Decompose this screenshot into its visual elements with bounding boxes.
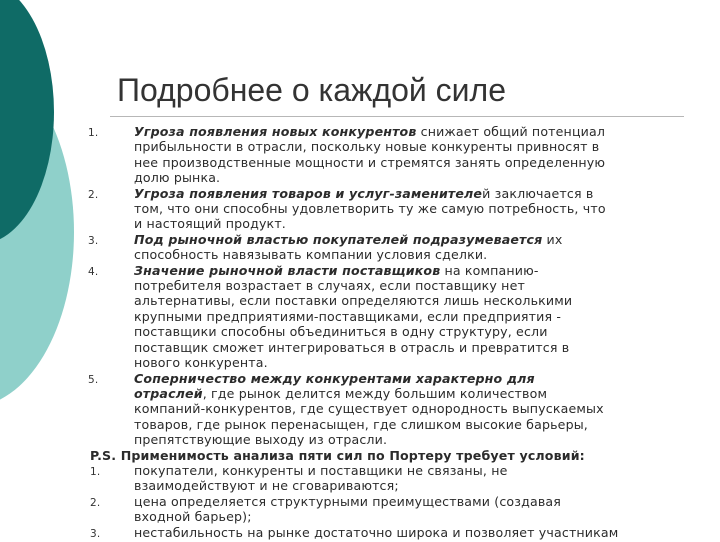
list-item — [0, 232, 710, 263]
item-line — [134, 417, 710, 432]
item-line — [134, 201, 710, 216]
list-item — [0, 371, 710, 448]
item-line — [134, 186, 710, 201]
item-line — [134, 324, 710, 339]
ps-heading: P.S. Применимость анализа пяти сил по Портеру требует условий: — [90, 447, 585, 463]
item-emphasis: Угроза появления товаров и услуг-заменителе — [134, 185, 483, 201]
slide-content — [0, 124, 710, 540]
item-emphasis: Под рыночной властью покупателей подразумевается — [134, 231, 543, 247]
item-text: способность навязывать компании условия сделки. — [134, 247, 488, 263]
item-text: поставщики способны объединиться в одну структуру, если — [134, 324, 548, 340]
item-line — [134, 170, 710, 185]
item-text: поставщик сможет интегрироваться в отрасль и превратится в — [134, 339, 570, 355]
slide-title: Подробнее о каждой силе — [117, 72, 507, 108]
item-line — [134, 371, 710, 386]
item-number: 1. — [88, 127, 99, 139]
item-line — [134, 293, 710, 308]
item-text: компаний-конкурентов, где существует однородность выпускаемых — [134, 401, 604, 417]
condition-line: покупатели, конкуренты и поставщики не связаны, не — [134, 462, 508, 478]
list-item — [0, 263, 710, 371]
item-line — [134, 340, 710, 355]
condition-line: цена определяется структурными преимуществами (создавая — [134, 493, 562, 509]
conditions-list — [0, 463, 710, 540]
item-text: том, что они способны удовлетворить ту же самую потребность, что — [134, 201, 606, 217]
item-text: й заключается в — [482, 185, 594, 201]
condition-item — [0, 525, 710, 540]
item-text: прибыльности в отрасли, поскольку новые конкуренты привносят в — [134, 139, 600, 155]
item-text: и настоящий продукт. — [134, 216, 286, 232]
item-line — [134, 263, 710, 278]
item-emphasis: Соперничество между конкурентами характерно для — [134, 370, 535, 386]
item-text: нового конкурента. — [134, 355, 268, 371]
condition-number: 3. — [90, 527, 101, 540]
item-number: 3. — [88, 234, 99, 247]
item-text: альтернативы, если поставки определяются лишь несколькими — [134, 293, 573, 309]
item-text: товаров, где рынок перенасыщен, где слишком высокие барьеры, — [134, 416, 588, 432]
item-text: долю рынка. — [134, 170, 221, 186]
item-text: крупными предприятиями-поставщиками, если предприятия - — [134, 308, 562, 324]
item-text: их — [542, 231, 563, 247]
item-line — [134, 232, 710, 247]
item-line — [134, 139, 710, 154]
condition-line: входной барьер); — [134, 509, 252, 525]
condition-number: 1. — [90, 465, 101, 478]
item-line — [134, 309, 710, 324]
item-number: 2. — [88, 188, 99, 201]
item-text: на компанию- — [440, 262, 539, 278]
condition-item — [0, 463, 710, 494]
item-emphasis: Значение рыночной власти поставщиков — [134, 262, 441, 278]
title-divider — [110, 116, 684, 117]
item-line — [134, 355, 710, 370]
list-item — [0, 186, 710, 232]
item-text: , где рынок делится между большим количеством — [202, 385, 548, 401]
condition-number: 2. — [90, 496, 101, 509]
item-number: 4. — [88, 265, 99, 278]
item-text: препятствующие выходу из отрасли. — [134, 432, 388, 448]
item-line — [134, 432, 710, 447]
item-line — [134, 124, 710, 139]
condition-item — [0, 494, 710, 525]
item-line — [134, 386, 710, 401]
item-line — [134, 247, 710, 262]
condition-line: взаимодействуют и не сговариваются; — [134, 478, 399, 494]
item-emphasis: отраслей — [134, 385, 203, 401]
item-line — [134, 401, 710, 416]
item-line — [134, 278, 710, 293]
forces-list — [0, 124, 710, 448]
condition-line: нестабильность на рынке достаточно широка и позволяет участникам — [134, 524, 619, 540]
item-emphasis: Угроза появления новых конкурентов — [134, 124, 417, 139]
item-line — [134, 216, 710, 231]
item-text: снижает общий потенциал — [416, 124, 606, 139]
item-line — [134, 155, 710, 170]
list-item — [0, 124, 710, 186]
item-number: 5. — [88, 373, 99, 386]
item-text: нее производственные мощности и стремятся занять определенную — [134, 154, 606, 170]
item-text: потребителя возрастает в случаях, если поставщику нет — [134, 278, 525, 294]
